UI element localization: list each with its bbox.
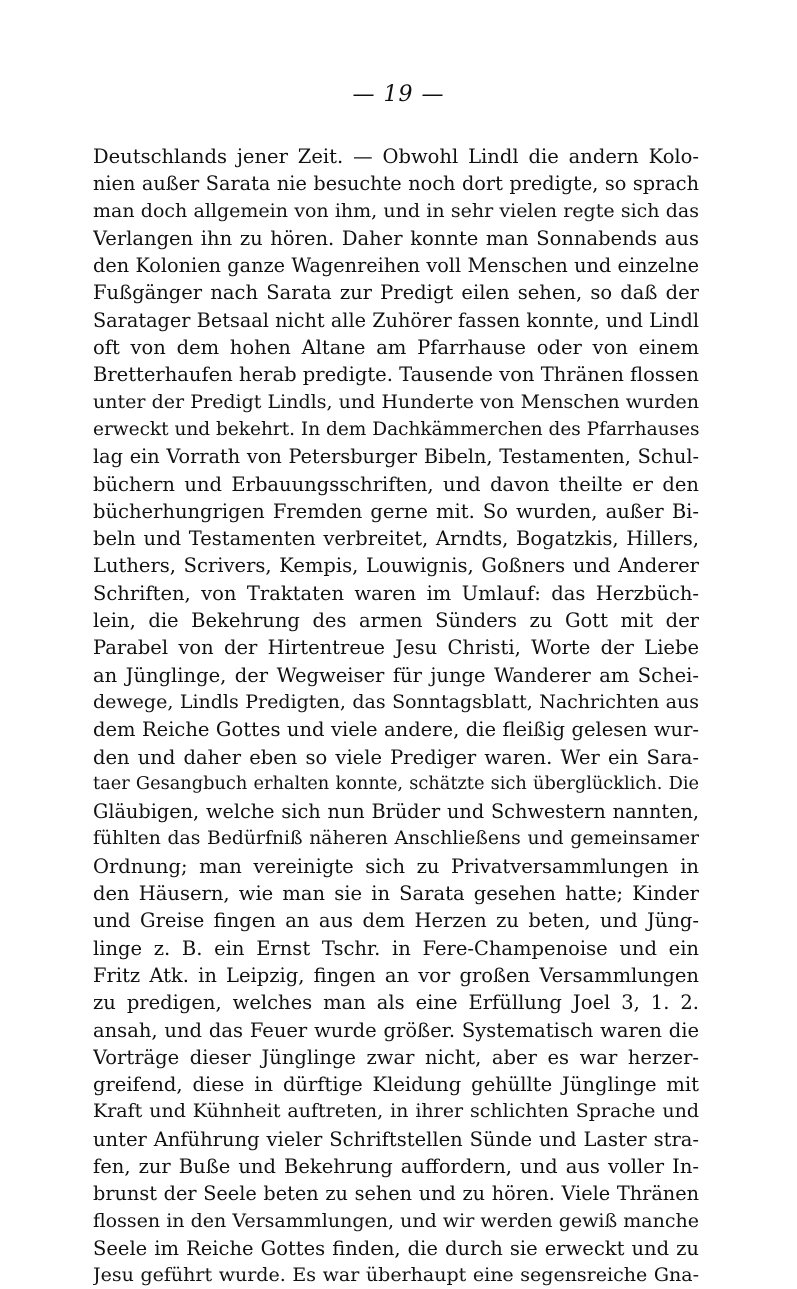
text-line: zu predigen, welches man als eine Erfüllung Joel 3, 1. 2. bbox=[93, 991, 699, 1015]
text-line: Saratager Betsaal nicht alle Zuhörer fassen konnte, und Lindl bbox=[93, 308, 699, 332]
text-line: büchern und Erbauungsschriften, und davon theilte er den bbox=[93, 472, 699, 496]
text-line: Luthers, Scrivers, Kempis, Louwignis, Goßners und Anderer bbox=[93, 554, 699, 578]
text-line: an Jünglinge, der Wegweiser für junge Wanderer am Schei- bbox=[93, 663, 699, 687]
text-line: fühlten das Bedürfniß näheren Anschließens und gemeinsamer bbox=[93, 828, 699, 850]
text-line: lag ein Vorrath von Petersburger Bibeln, Testamenten, Schul- bbox=[93, 445, 699, 469]
text-line: Bretterhaufen herab predigte. Tausende von Thränen flossen bbox=[93, 363, 699, 387]
body-text bbox=[93, 143, 699, 1289]
text-line: Fußgänger nach Sarata zur Predigt eilen sehen, so daß der bbox=[93, 281, 699, 305]
text-line: brunst der Seele beten zu sehen und zu hören. Viele Thränen bbox=[93, 1182, 699, 1206]
text-line: linge z. B. ein Ernst Tschr. in Fere-Champenoise und ein bbox=[93, 936, 699, 960]
text-line: Schriften, von Traktaten waren im Umlauf: das Herzbüch- bbox=[93, 581, 699, 605]
text-line: ansah, und das Feuer wurde größer. Systematisch waren die bbox=[93, 1018, 699, 1042]
text-line: oft von dem hohen Altane am Pfarrhause oder von einem bbox=[93, 336, 699, 360]
text-line: Verlangen ihn zu hören. Daher konnte man Sonnabends aus bbox=[93, 226, 699, 250]
text-line: Parabel von der Hirtentreue Jesu Christi, Worte der Liebe bbox=[93, 636, 699, 660]
text-line: Kraft und Kühnheit auftreten, in ihrer schlichten Sprache und bbox=[93, 1100, 699, 1123]
text-line: unter Anführung vieler Schriftstellen Sünde und Laster stra- bbox=[93, 1127, 699, 1151]
text-line: greifend, diese in dürftige Kleidung gehüllte Jünglinge mit bbox=[93, 1073, 699, 1097]
text-line: unter der Predigt Lindls, und Hunderte von Menschen wurden bbox=[93, 390, 699, 413]
text-line: den Häusern, wie man sie in Sarata gesehen hatte; Kinder bbox=[93, 882, 699, 906]
text-line: dem Reiche Gottes und viele andere, die fleißig gelesen wur- bbox=[93, 718, 699, 742]
text-line: und Greise fingen an aus dem Herzen zu beten, und Jüng- bbox=[93, 909, 699, 933]
text-line: Gläubigen, welche sich nun Brüder und Schwestern nannten, bbox=[93, 800, 699, 824]
text-line: fen, zur Buße und Bekehrung auffordern, und aus voller In- bbox=[93, 1154, 699, 1178]
text-line: Seele im Reiche Gottes finden, die durch sie erweckt und zu bbox=[93, 1236, 699, 1260]
text-line: Vorträge dieser Jünglinge zwar nicht, aber es war herzer- bbox=[93, 1045, 699, 1069]
text-line: nien außer Sarata nie besuchte noch dort predigte, so sprach bbox=[93, 172, 699, 196]
text-line: dewege, Lindls Predigten, das Sonntagsblatt, Nachrichten aus bbox=[93, 690, 699, 713]
text-line: taer Gesangbuch erhalten konnte, schätzte sich überglücklich. Die bbox=[93, 773, 699, 794]
text-line: man doch allgemein von ihm, und in sehr vielen regte sich das bbox=[93, 199, 699, 222]
text-line: den und daher eben so viele Prediger waren. Wer ein Sara- bbox=[93, 745, 699, 769]
text-line: Ordnung; man vereinigte sich zu Privatversammlungen in bbox=[93, 854, 699, 878]
text-line: flossen in den Versammlungen, und wir werden gewiß manche bbox=[93, 1209, 699, 1232]
text-line: Fritz Atk. in Leipzig, fingen an vor großen Versammlungen bbox=[93, 963, 699, 987]
text-line: Deutschlands jener Zeit. — Obwohl Lindl die andern Kolo- bbox=[93, 145, 699, 168]
text-line: beln und Testamenten verbreitet, Arndts, Bogatzkis, Hillers, bbox=[93, 527, 699, 551]
text-line: den Kolonien ganze Wagenreihen voll Menschen und einzelne bbox=[93, 254, 699, 278]
text-line: lein, die Bekehrung des armen Sünders zu Gott mit der bbox=[93, 609, 699, 633]
text-line: bücherhungrigen Fremden gerne mit. So wurden, außer Bi- bbox=[93, 499, 699, 523]
text-line: Jesu geführt wurde. Es war überhaupt eine segensreiche Gna- bbox=[93, 1264, 699, 1287]
page-number: — 19 — bbox=[352, 82, 445, 107]
text-line: erweckt und bekehrt. In dem Dachkämmerchen des Pfarrhauses bbox=[93, 418, 699, 440]
